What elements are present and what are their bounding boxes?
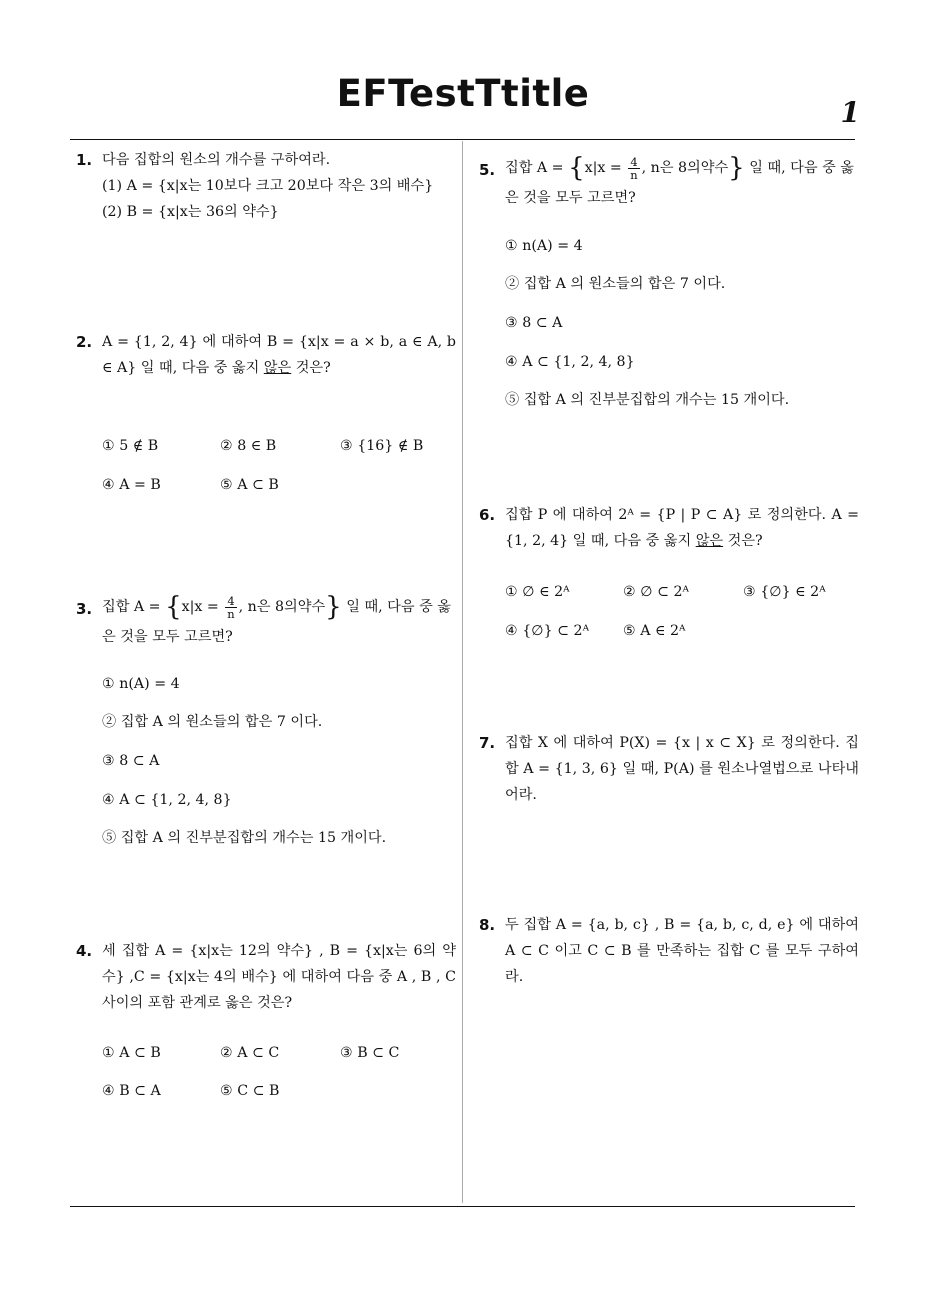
page-title: EFTestTtitle bbox=[336, 72, 590, 115]
option-3[interactable]: ③ 8 ⊂ A bbox=[102, 753, 160, 769]
option-2[interactable]: ② 집합 A 의 원소들의 합은 7 이다. bbox=[102, 714, 323, 730]
page-number: 1 bbox=[840, 96, 860, 129]
question-number: 8. bbox=[479, 916, 496, 934]
option-3[interactable]: ③ 8 ⊂ A bbox=[505, 315, 563, 331]
option-1[interactable]: ① n(A) = 4 bbox=[505, 238, 583, 254]
option-3[interactable]: ③ {∅} ∈ 2ᴬ bbox=[743, 584, 826, 600]
question-number: 1. bbox=[76, 151, 93, 169]
set-builder-lhs: x|x = bbox=[584, 160, 627, 176]
set-builder-lhs: x|x = bbox=[181, 599, 224, 615]
option-5[interactable]: ⑤ A ∈ 2ᴬ bbox=[623, 623, 686, 639]
column-divider bbox=[462, 141, 463, 1203]
option-4[interactable]: ④ B ⊂ A bbox=[102, 1083, 161, 1099]
option-4[interactable]: ④ A ⊂ {1, 2, 4, 8} bbox=[102, 792, 232, 808]
left-brace: { bbox=[568, 153, 585, 183]
q2-options bbox=[102, 436, 462, 496]
underlined-word: 않은 bbox=[695, 533, 724, 549]
option-5[interactable]: ⑤ 집합 A 의 진부분집합의 개수는 15 개이다. bbox=[505, 392, 790, 408]
right-brace: } bbox=[728, 153, 745, 183]
option-1[interactable]: ① ∅ ∈ 2ᴬ bbox=[505, 584, 570, 600]
right-brace: } bbox=[325, 592, 342, 622]
question-text-end: 일 때, 다음 중 옳은 것을 모두 고르면? bbox=[505, 160, 855, 206]
question-text: A = {1, 2, 4} 에 대하여 B = {x|x = a × b, a ∈ A, b ∈ A} 일 때, 다음 중 옳지 bbox=[102, 334, 456, 376]
question-text-end: 일 때, 다음 중 옳은 것을 모두 고르면? bbox=[102, 599, 452, 645]
sub-item-1: (1) A = {x|x는 10보다 크고 20보다 작은 3의 배수} bbox=[102, 178, 434, 194]
question-text: 집합 A = bbox=[505, 160, 569, 176]
question-number: 7. bbox=[479, 734, 496, 752]
question-text: 집합 X 에 대하여 P(X) = {x | x ⊂ X} 로 정의한다. 집합 A = {1, 3, 6} 일 때, P(A) 를 원소나열법으로 나타내어라. bbox=[505, 735, 859, 803]
option-5[interactable]: ⑤ A ⊂ B bbox=[220, 477, 279, 493]
question-number: 3. bbox=[76, 600, 93, 618]
top-rule bbox=[70, 139, 855, 140]
question-number: 2. bbox=[76, 333, 93, 351]
q6-options bbox=[505, 582, 865, 642]
fraction-numerator: 4 bbox=[227, 593, 235, 608]
underlined-word: 않은 bbox=[263, 360, 292, 376]
fraction-denominator: n bbox=[227, 606, 235, 621]
option-1[interactable]: ① n(A) = 4 bbox=[102, 676, 180, 692]
q3-options bbox=[102, 674, 462, 854]
fraction-denominator: n bbox=[630, 167, 638, 182]
question-number: 5. bbox=[479, 161, 496, 179]
set-builder-rhs: , n은 8의약수 bbox=[641, 160, 729, 176]
option-4[interactable]: ④ A = B bbox=[102, 477, 161, 493]
fraction-numerator: 4 bbox=[630, 154, 638, 169]
q5-options bbox=[505, 236, 865, 416]
question-number: 4. bbox=[76, 942, 93, 960]
option-2[interactable]: ② 집합 A 의 원소들의 합은 7 이다. bbox=[505, 276, 726, 292]
option-2[interactable]: ② ∅ ⊂ 2ᴬ bbox=[623, 584, 689, 600]
option-3[interactable]: ③ {16} ∉ B bbox=[340, 438, 424, 454]
question-text-end: 것은? bbox=[723, 533, 763, 549]
option-5[interactable]: ⑤ 집합 A 의 진부분집합의 개수는 15 개이다. bbox=[102, 830, 387, 846]
question-prompt: 다음 집합의 원소의 개수를 구하여라. bbox=[102, 152, 331, 168]
q4-options bbox=[102, 1043, 462, 1103]
question-number: 6. bbox=[479, 506, 496, 524]
option-1[interactable]: ① 5 ∉ B bbox=[102, 438, 159, 454]
left-brace: { bbox=[165, 592, 182, 622]
option-4[interactable]: ④ {∅} ⊂ 2ᴬ bbox=[505, 623, 590, 639]
fraction bbox=[225, 595, 236, 620]
option-2[interactable]: ② A ⊂ C bbox=[220, 1045, 280, 1061]
question-text: 집합 P 에 대하여 2ᴬ = {P | P ⊂ A} 로 정의한다. A = {1, 2, 4} 일 때, 다음 중 옳지 bbox=[505, 507, 859, 549]
set-builder-rhs: , n은 8의약수 bbox=[238, 599, 326, 615]
question-text: 집합 A = bbox=[102, 599, 166, 615]
sub-item-2: (2) B = {x|x는 36의 약수} bbox=[102, 204, 279, 220]
option-4[interactable]: ④ A ⊂ {1, 2, 4, 8} bbox=[505, 354, 635, 370]
question-text: 세 집합 A = {x|x는 12의 약수} , B = {x|x는 6의 약수} ,C = {x|x는 4의 배수} 에 대하여 다음 중 A , B , C 사이의 포함 관계로 옳은 것은? bbox=[102, 943, 456, 1011]
bottom-rule bbox=[70, 1206, 855, 1207]
question-text-end: 것은? bbox=[291, 360, 331, 376]
option-3[interactable]: ③ B ⊂ C bbox=[340, 1045, 400, 1061]
option-5[interactable]: ⑤ C ⊂ B bbox=[220, 1083, 280, 1099]
fraction bbox=[628, 156, 639, 181]
option-2[interactable]: ② 8 ∈ B bbox=[220, 438, 277, 454]
question-text: 두 집합 A = {a, b, c} , B = {a, b, c, d, e} 에 대하여 A ⊂ C 이고 C ⊂ B 를 만족하는 집합 C 를 모두 구하여라. bbox=[505, 917, 859, 985]
option-1[interactable]: ① A ⊂ B bbox=[102, 1045, 161, 1061]
